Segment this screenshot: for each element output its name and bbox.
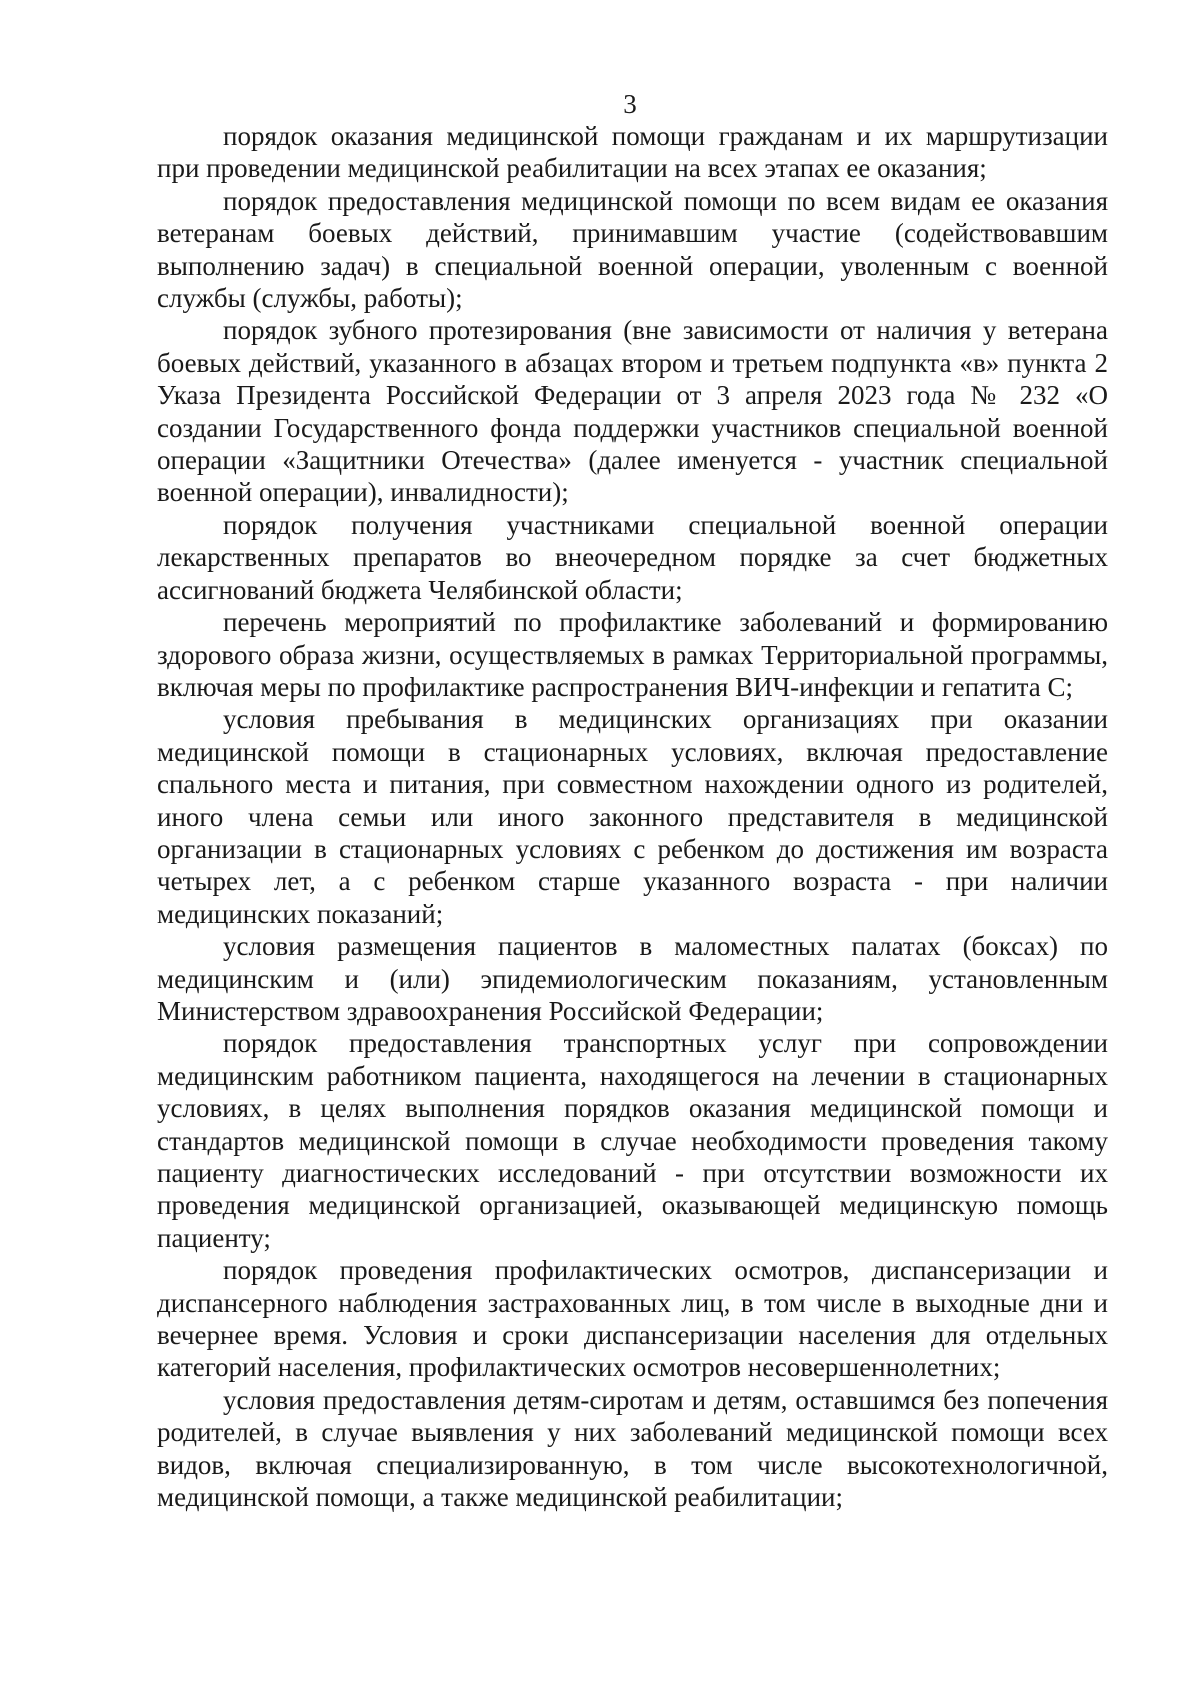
document-body: [157, 120, 1108, 1513]
paragraph-small-wards: условия размещения пациентов в маломестных палатах (боксах) по медицинским и (или) эпидемиологическим показаниям, установленным Министерством здравоохранения Российской Федерации;: [157, 931, 1108, 1026]
paragraph-prevention-measures: перечень мероприятий по профилактике заболеваний и формированию здорового образа жизни, осуществляемых в рамках Территориальной программы, включая меры по профилактике распространения ВИЧ-инфекции и гепатита С;: [157, 607, 1108, 702]
page-number: 3: [623, 89, 637, 119]
paragraph-transport-services: порядок предоставления транспортных услуг при сопровождении медицинским работником пациента, находящегося на лечении в стационарных условиях, в целях выполнения порядков оказания медицинской помощи и стандартов медицинской помощи в случае необходимости проведения такому пациенту диагностических исследований - при отсутствии возможности их проведения медицинской организацией, оказывающей медицинскую помощь пациенту;: [157, 1028, 1108, 1253]
paragraph-rehabilitation-routing: порядок оказания медицинской помощи гражданам и их маршрутизации при проведении медицинской реабилитации на всех этапах ее оказания;: [157, 121, 1108, 184]
paragraph-orphans-care: условия предоставления детям-сиротам и детям, оставшимся без попечения родителей, в случае выявления у них заболеваний медицинской помощи всех видов, включая специализированную, в том числе высокотехнологичной, медицинской помощи, а также медицинской реабилитации;: [157, 1384, 1108, 1513]
paragraph-veterans-care: порядок предоставления медицинской помощи по всем видам ее оказания ветеранам боевых действий, принимавшим участие (содействовавшим выполнению задач) в специальной военной операции, уволенным с военной службы (службы, работы);: [157, 185, 1108, 314]
paragraph-inpatient-stay: условия пребывания в медицинских организациях при оказании медицинской помощи в стационарных условиях, включая предоставление спального места и питания, при совместном нахождении одного из родителей, иного члена семьи или иного законного представителя в медицинской организации в стационарных условиях с ребенком до достижения им возраста четырех лет, а с ребенком старше указанного возраста - при наличии медицинских показаний;: [157, 704, 1108, 929]
paragraph-medications: порядок получения участниками специальной военной операции лекарственных препаратов во внеочередном порядке за счет бюджетных ассигнований бюджета Челябинской области;: [157, 509, 1108, 605]
paragraph-checkups: порядок проведения профилактических осмотров, диспансеризации и диспансерного наблюдения застрахованных лиц, в том числе в выходные дни и вечернее время. Условия и сроки диспансеризации населения для отдельных категорий населения, профилактических осмотров несовершеннолетних;: [157, 1255, 1108, 1383]
paragraph-dental-prosthetics: порядок зубного протезирования (вне зависимости от наличия у ветерана боевых действий, указанного в абзацах втором и третьем подпункта «в» пункта 2 Указа Президента Российской Федерации от 3 апреля 2023 года № 232 «О создании Государственного фонда поддержки участников специальной военной операции «Защитники Отечества» (далее именуется - участник специальной военной операции), инвалидности);: [157, 315, 1108, 508]
